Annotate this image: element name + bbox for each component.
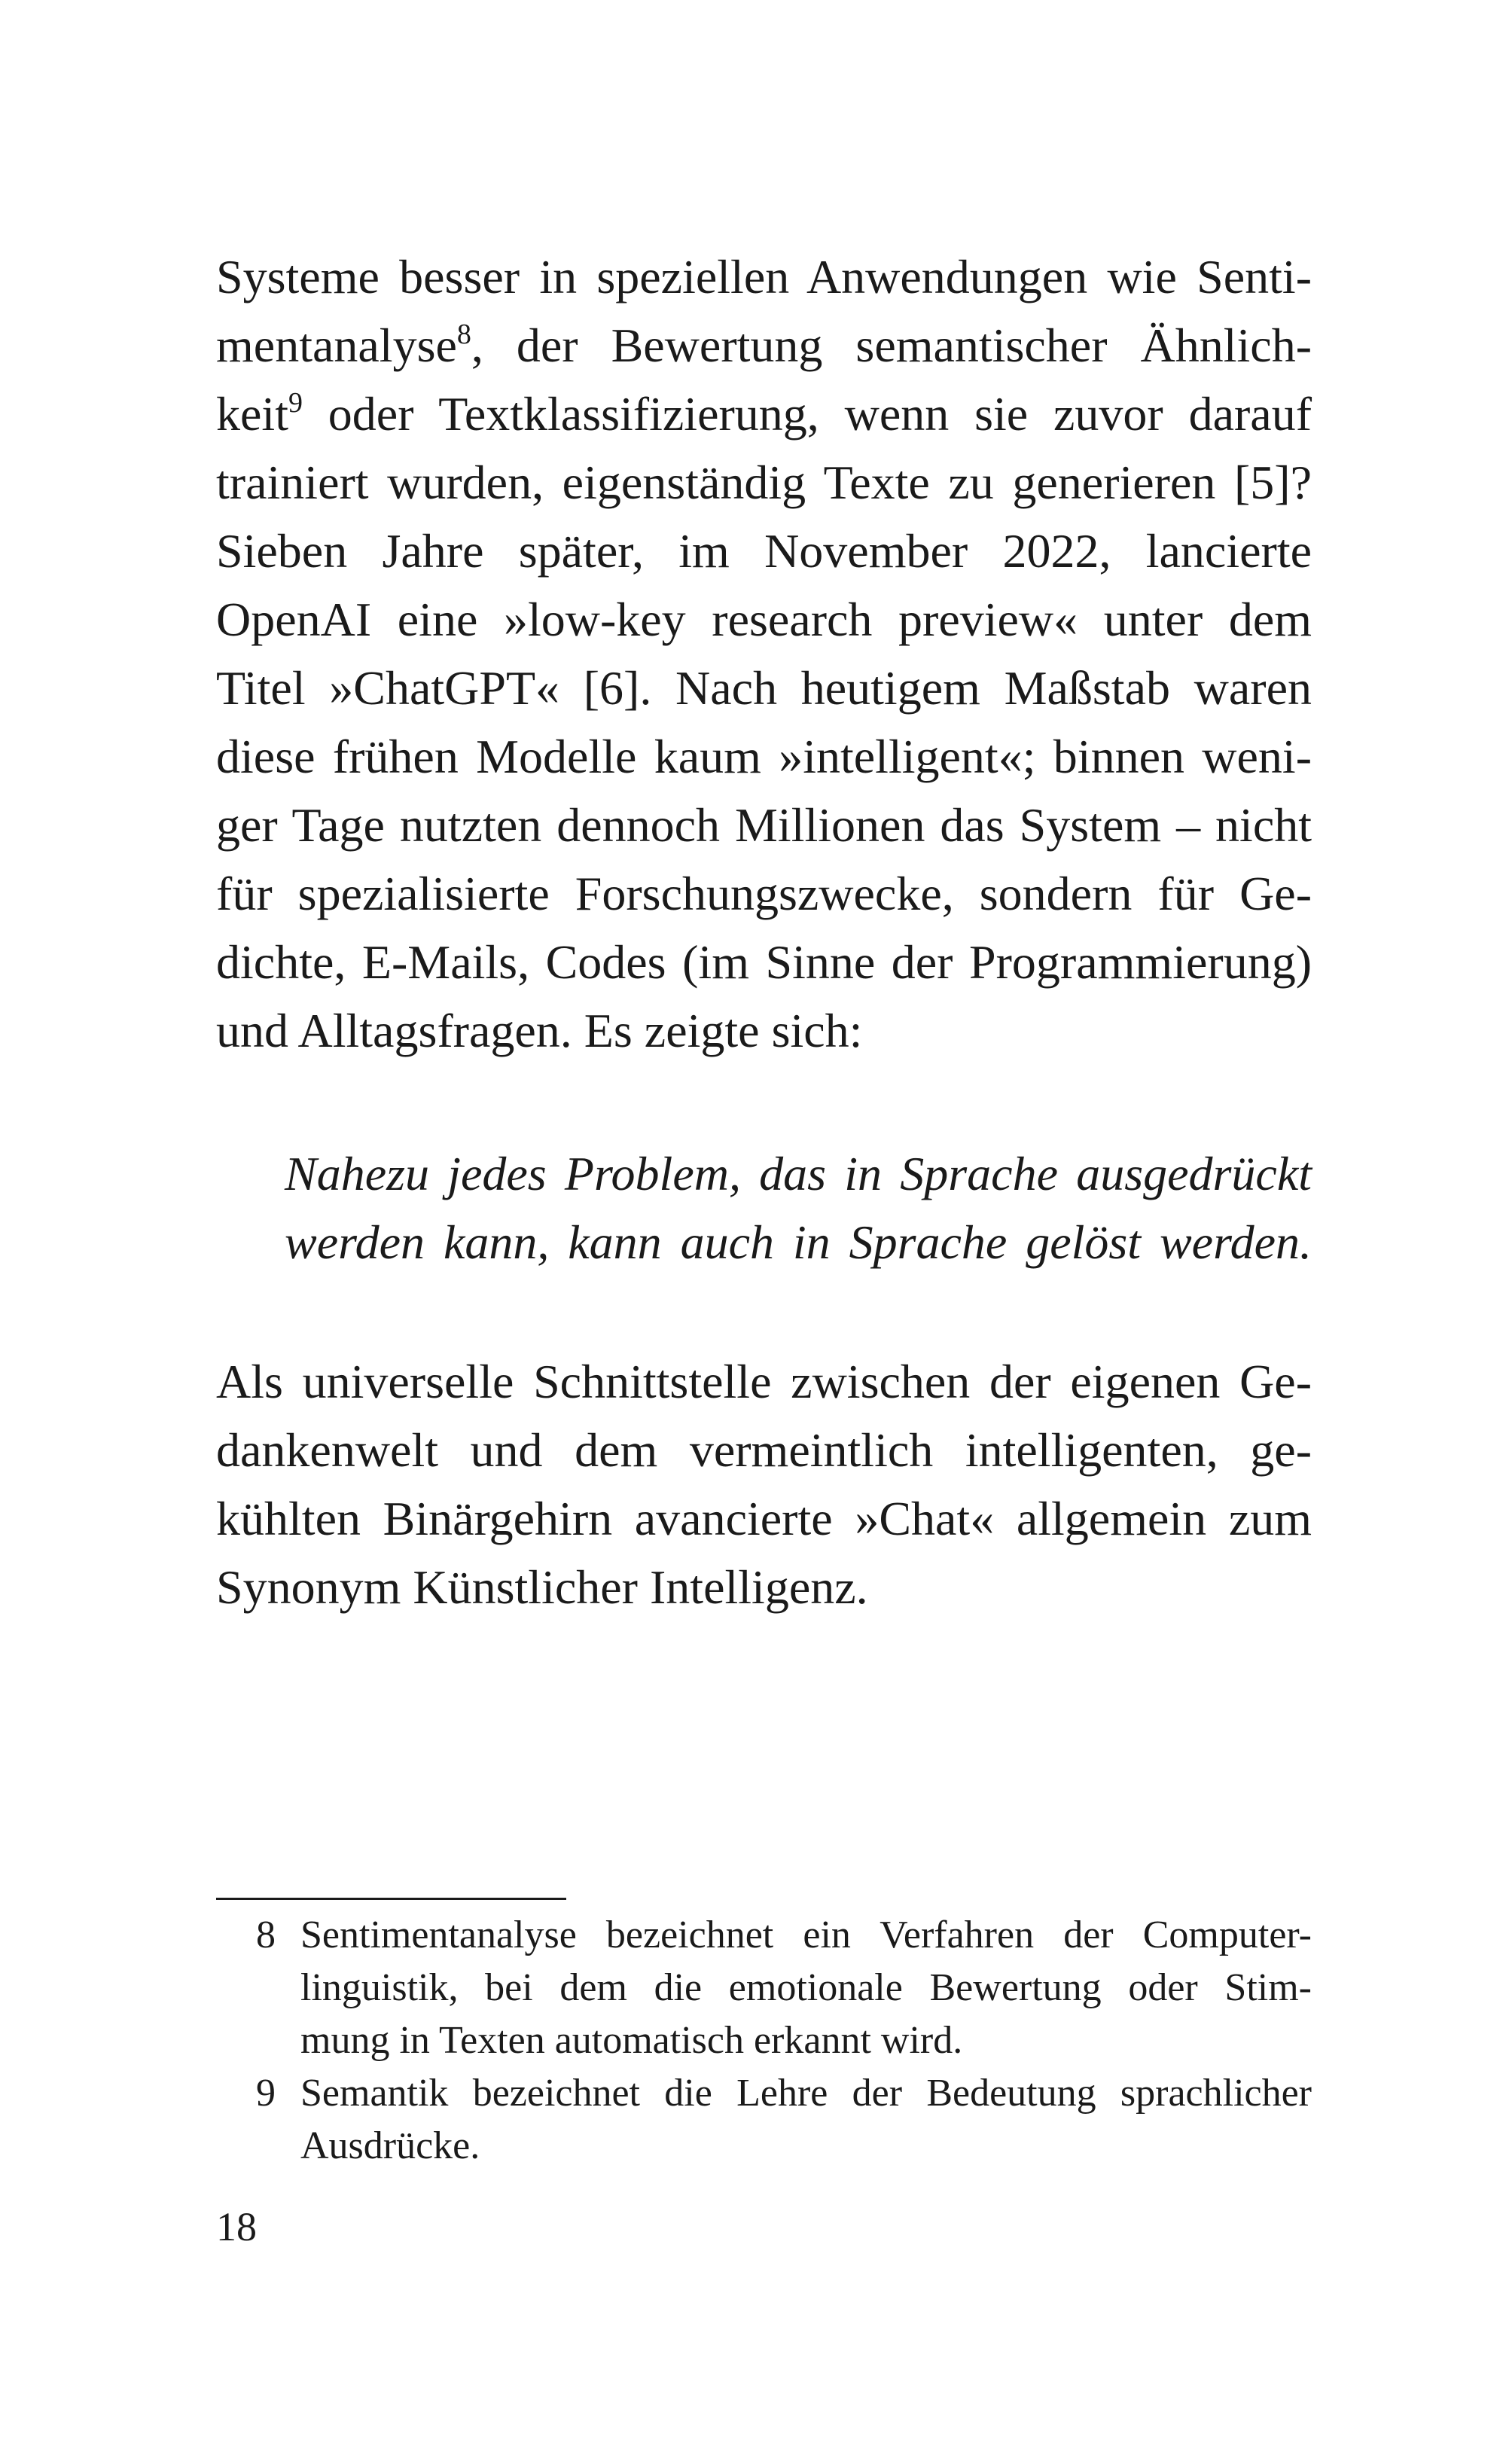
page-number: 18 [216,2204,257,2249]
block-quote [285,1139,1312,1276]
text-line [216,380,1312,448]
quote-line: werden kann, kann auch in Sprache gelöst werden. [285,1215,1312,1269]
text-line: kühlten Binärgehirn avancierte »Chat« allgemein zum [216,1492,1312,1545]
text-line: dichte, E-Mails, Codes (im Sinne der Programmierung) [216,935,1312,989]
body-paragraph-2 [216,1347,1312,1621]
footnote-8 [216,1909,1312,2067]
text-fragment: oder Textklassifizierung, wenn sie zuvor darauf [302,387,1312,441]
footnote-line: Sentimentanalyse bezeichnet ein Verfahren der Computer- [300,1914,1312,1956]
text-line: Systeme besser in speziellen Anwendungen wie Senti- [216,250,1312,303]
text-line: Titel »ChatGPT« [6]. Nach heutigem Maßstab waren [216,661,1312,715]
text-line: Synonym Künstlicher Intelligenz. [216,1560,868,1614]
footnote-line: linguistik, bei dem die emotionale Bewertung oder Stim- [300,1966,1312,2009]
text-line: OpenAI eine »low-key research preview« unter dem [216,593,1312,646]
footnote-line: mung in Texten automatisch erkannt wird. [300,2019,963,2062]
footnote-number: 8 [256,1914,276,1956]
text-line: für spezialisierte Forschungszwecke, sondern für Ge- [216,867,1312,920]
footnote-line: Semantik bezeichnet die Lehre der Bedeutung sprachlicher [300,2072,1312,2115]
footnote-line: Ausdrücke. [300,2124,480,2167]
text-line [216,311,1312,380]
text-fragment: keit [216,387,288,441]
text-line: Sieben Jahre später, im November 2022, lancierte [216,524,1312,578]
footnote-ref-8: 8 [456,319,471,350]
body-paragraph-1 [216,242,1312,1065]
text-fragment: , der Bewertung semantischer Ähnlich- [471,319,1312,372]
text-line: ger Tage nutzten dennoch Millionen das System – nicht [216,798,1312,852]
footnotes [216,1909,1312,2173]
footnote-ref-9: 9 [288,387,303,419]
text-fragment: mentanalyse [216,319,457,372]
footnote-number: 9 [256,2072,276,2115]
text-line: und Alltagsfragen. Es zeigte sich: [216,1004,863,1057]
quote-line: Nahezu jedes Problem, das in Sprache ausgedrückt [285,1147,1312,1200]
footnote-separator [216,1898,566,1900]
text-line: Als universelle Schnittstelle zwischen der eigenen Ge- [216,1355,1312,1408]
text-line: trainiert wurden, eigenständig Texte zu generieren [5]? [216,456,1312,509]
text-line: dankenwelt und dem vermeintlich intelligenten, ge- [216,1423,1312,1477]
footnote-9 [216,2067,1312,2173]
text-line: diese frühen Modelle kaum »intelligent«; binnen weni- [216,730,1312,783]
